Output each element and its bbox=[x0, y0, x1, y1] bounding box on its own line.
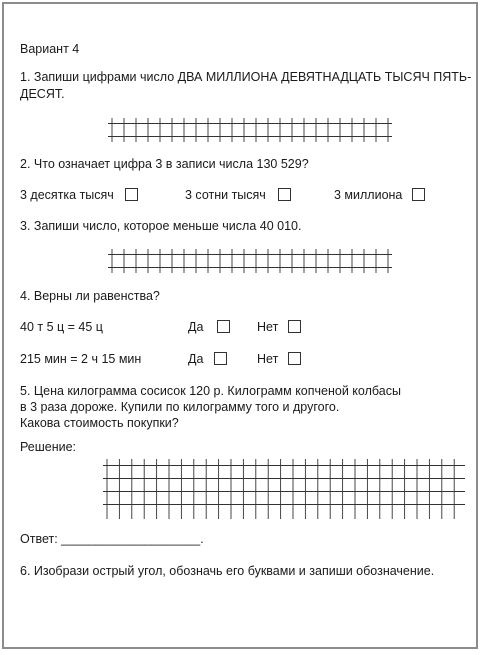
q2-text: 2. Что означает цифра 3 в записи числа 130 529? bbox=[20, 157, 309, 171]
answer-grid-q1 bbox=[108, 118, 392, 142]
q4-yes-2-label: Да bbox=[188, 352, 204, 366]
solution-grid bbox=[103, 459, 465, 519]
q1-line2: ДЕСЯТ. bbox=[20, 87, 65, 101]
q4-no-1-checkbox[interactable] bbox=[288, 320, 301, 333]
q3-text: 3. Запиши число, которое меньше числа 40 010. bbox=[20, 219, 302, 233]
q5-line2: в 3 раза дороже. Купили по килограмму того и другого. bbox=[20, 400, 340, 414]
q4-eq-2: 215 мин = 2 ч 15 мин bbox=[20, 352, 142, 366]
q5-line3: Какова стоимость покупки? bbox=[20, 416, 179, 430]
q4-yes-2-checkbox[interactable] bbox=[214, 352, 227, 365]
q2-option-1-label: 3 десятка тысяч bbox=[20, 188, 114, 202]
q2-option-3-label: 3 миллиона bbox=[334, 188, 403, 202]
q4-text: 4. Верны ли равенства? bbox=[20, 289, 160, 303]
q6-text: 6. Изобрази острый угол, обозначь его буквами и запиши обозначение. bbox=[20, 564, 435, 578]
q1-line1: 1. Запиши цифрами число ДВА МИЛЛИОНА ДЕВЯТНАДЦАТЬ ТЫСЯЧ ПЯТЬ- bbox=[20, 70, 472, 84]
q4-yes-1-label: Да bbox=[188, 320, 204, 334]
q4-no-2-label: Нет bbox=[257, 352, 279, 366]
q5-line1: 5. Цена килограмма сосисок 120 р. Килограмм копченой колбасы bbox=[20, 384, 401, 398]
answer-grid-q3 bbox=[108, 249, 392, 273]
solution-label: Решение: bbox=[20, 440, 77, 454]
q4-eq-1: 40 т 5 ц = 45 ц bbox=[20, 320, 103, 334]
q2-option-2-label: 3 сотни тысяч bbox=[185, 188, 266, 202]
q2-option-3-checkbox[interactable] bbox=[412, 188, 425, 201]
answer-line: Ответ: ____________________. bbox=[20, 532, 204, 546]
q2-option-1-checkbox[interactable] bbox=[125, 188, 138, 201]
q4-yes-1-checkbox[interactable] bbox=[217, 320, 230, 333]
q2-option-2-checkbox[interactable] bbox=[278, 188, 291, 201]
variant-title: Вариант 4 bbox=[20, 42, 80, 56]
q4-no-1-label: Нет bbox=[257, 320, 279, 334]
q4-no-2-checkbox[interactable] bbox=[288, 352, 301, 365]
